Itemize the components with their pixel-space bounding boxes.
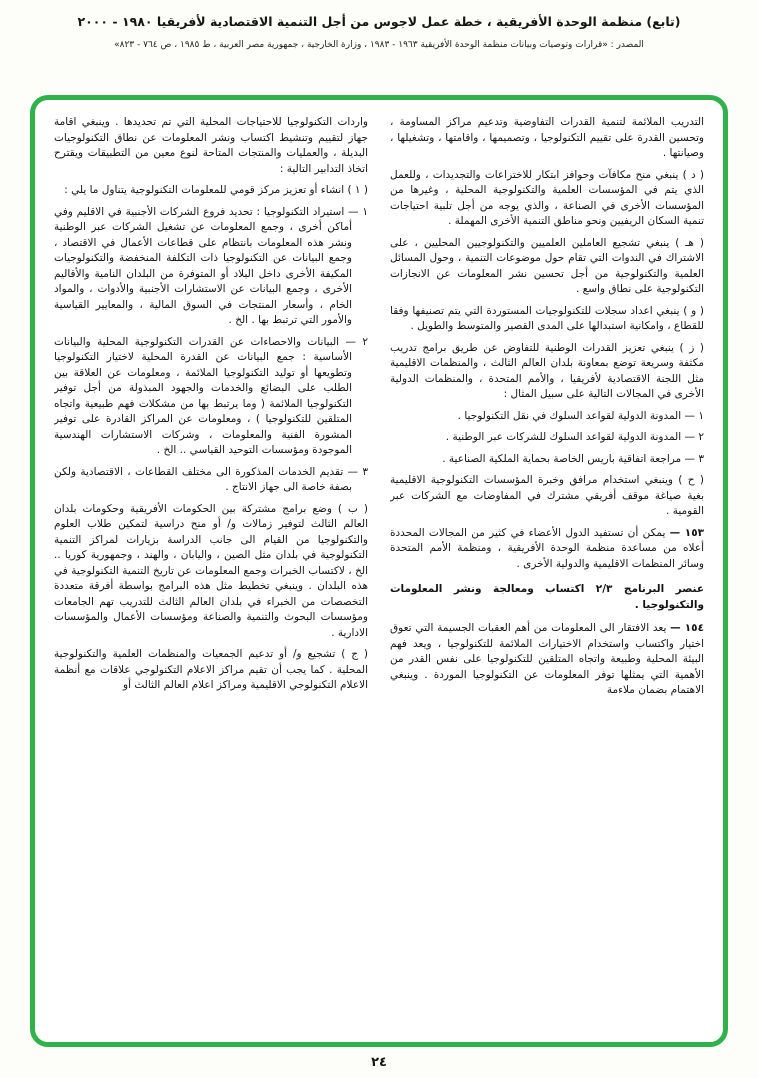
list-item: ٣ — تقديم الخدمات المذكورة الى مختلف القطاعات ، الاقتصادية ولكن بصفة خاصة الى جهاز الانتاج . — [54, 465, 368, 493]
paragraph — [390, 621, 704, 699]
document-source: المصدر : «قرارات وتوصيات وبيانات منظمة الوحدة الأفريقية ١٩٦٣ - ١٩٨٣ ، وزارة الخارجية ، جمهورية مصر العربية ، ط ١٩٨٥ ، ص ٧٦٤ - ٨٢٣» — [114, 40, 644, 50]
list-item: ٢ — البيانات والاحصاءات عن القدرات التكنولوجية المحلية والبيانات الأساسية : جمع البيانات عن القدرة المحلية لاختيار التكنولوجيا وتطويعها أو توليد التكنولوجيا الملائمة ، ومعلومات عن العلاقة بين الطلب على البضائع والخدمات والجهود المبذولة من أجل توفير التكنولوجيا الملائمة ( وما يرتبط بها من مشكلات فهم طبيعية واتجاه المتلقين للتكنولوجيا ) ، ومعلومات عن المراكز القادرة على توفير المشورة الفنية والمعلومات ، وشركات الاستشارات الهندسية الموجودة ومؤسسات التوحيد القياسي .. الخ . — [54, 335, 368, 456]
paragraph: ( ب ) وضع برامج مشتركة بين الحكومات الأفريقية وحكومات بلدان العالم الثالث لتوفير زمالات و/ أو منح دراسية لتمكين طلاب العلوم والتكنولوجيا من القيام الى جانب الدراسة بزيارات لمراكز التنمية التكنولوجية في بلدان مثل الصين ، واليابان ، والهند ، وجمهورية كوريا .. الخ ، لاكتساب الخبرات وجمع المعلومات عن تاريخ التنمية التكنولوجية في هذه البلدان . وينبغي تخطيط مثل هذه البرامج بواسطة أفرقة متعددة التخصصات من الخبراء في بلدان العالم الثالث للتدريب تهم الجامعات ومؤسسات البحوث والتنمية والصناعة ومؤسسات الأعمال والمؤسسات الادارية . — [54, 502, 368, 639]
paragraph-number: ١٥٣ — — [669, 526, 704, 539]
document-title: (تابع) منظمة الوحدة الأفريقية ، خطة عمل لاجوس من أجل التنمية الاقتصادية لأفريقيا ١٩٨٠ - ٢٠٠٠ — [77, 14, 681, 29]
paragraph: واردات التكنولوجيا للاحتياجات المحلية التي تم تحديدها . وينبغي اقامة جهاز لتقييم وتنشيط اكتساب ونشر المعلومات عن نطاق التكنولوجيات البديلة ، والعمليات والمنتجات المتاحة لنوع معين من التطبيقات ويقترح اتخاذ التدابير التالية : — [54, 116, 368, 175]
paragraph: ( ١ ) انشاء أو تعزيز مركز قومي للمعلومات التكنولوجية يتناول ما يلي : — [64, 184, 368, 196]
column-left — [54, 115, 368, 1027]
list-item: ٣ — مراجعة اتفاقية باريس الخاصة بحماية الملكية الصناعية . — [442, 452, 704, 465]
paragraph: ( و ) ينبغي اعداد سجلات للتكنولوجيات المستوردة التي يتم تصنيفها وفقا للقطاع ، وامكانية استبدالها على المدى القصير والمتوسط والطويل . — [390, 304, 704, 332]
column-right — [390, 115, 704, 1027]
paragraph: التدريب الملائمة لتنمية القدرات التفاوضية وتدعيم مراكز المساومة ، وتحسين القدرة على تقييم التكنولوجيا ، وتصميمها ، واقامتها ، وتشغيلها ، وصيانتها . — [390, 116, 704, 159]
content-frame — [30, 95, 728, 1047]
two-column-layout — [54, 115, 704, 1027]
paragraph: ( ز ) ينبغي تعزيز القدرات الوطنية للتفاوض عن طريق برامج تدريب مكثفة وسريعة توضع بمعاونة بلدان العالم الثالث ، والمنظمات الاقليمية مثل اللجنة الاقتصادية لأفريقيا ، والأمم المتحدة ، والمنظمات الدولية الأخرى في المجالات التالية على سبيل المثال : — [390, 341, 704, 400]
page-header — [0, 14, 758, 50]
paragraph — [390, 526, 704, 573]
list-item: ١ — المدونة الدولية لقواعد السلوك في نقل التكنولوجيا . — [457, 409, 704, 422]
paragraph-text: يمكن أن تستفيد الدول الأعضاء في كثير من المجالات المحددة أعلاه من مساعدة منظمة الوحدة الأفريقية ، ومنظمة الأمم المتحدة وسائر المنظمات الاقليمية والدولية الأخرى . — [390, 526, 704, 570]
page-number: ٢٤ — [371, 1055, 387, 1070]
paragraph: ( د ) ينبغي منح مكافآت وحوافز ابتكار للاختراعات والتجديدات ، وللعمل الذي يتم في المؤسسات العلمية والتكنولوجية المحلية ، وغيرها من المؤسسات الأخرى في الصناعة ، والذي يوجه من أجل تلبية احتياجات تنمية السكان الريفيين ونحو مناطق التنمية الأخرى المهملة . — [390, 168, 704, 227]
list-item: ١ — استيراد التكنولوجيا : تحديد فروع الشركات الأجنبية في الاقليم وفي أماكن أخرى ، وجمع المعلومات عن تشغيل الشركات عبر الوطنية ونشر هذه المعلومات بانتظام على قطاعات الأعمال في الاقتصاد ، وجمع البيانات عن التكنولوجيا ذات التكلفة المنخفضة والتكنولوجيات المكيفة الأخرى داخل البلاد أو المتوفرة من البلدان النامية والأقاليم الأخرى ، وجمع البيانات عن الاستشارات الأجنبية والأدوات ، والمواد الخام ، وأسعار المنتجات في السوق المالية ، والمعايير القياسية والأمور التي ترتبط بها . الخ . — [54, 205, 368, 326]
paragraph: ( ح ) وينبغي استخدام مرافق وخبرة المؤسسات التكنولوجية الاقليمية بغية صياغة موقف أفريقي مشترك في المفاوضات مع الشركات عبر القومية . — [390, 474, 704, 517]
paragraph-text: يعد الافتقار الى المعلومات من أهم العقبات الجسيمة التي تعوق اختيار واكتساب واستخدام الاختيارات الملائمة للتكنولوجيا ، ويعد فهم البيئة المحلية وطبيعة واتجاه المتلقين للتكنولوجيا على نفس القدر من الأهمية التي يمثلها توفر المعلومات عن التكنولوجيا الموردة . وينبغي الاهتمام بضمان ملاءمة — [390, 622, 704, 696]
paragraph-number: ١٥٤ — — [670, 622, 704, 634]
program-heading: عنصر البرنامج ٢/٣ اكتساب ومعالجة ونشر المعلومات والتكنولوجيا . — [390, 583, 704, 611]
paragraph: ( ج ) تشجيع و/ أو تدعيم الجمعيات والمنظمات العلمية والتكنولوجية المحلية . كما يجب أن تقيم مراكز الاعلام التكنولوجي علاقات مع أنظمة الاعلام التكنولوجي الاقليمية ومراكز اعلام العالم الثالث أو — [54, 648, 368, 691]
paragraph: ( هـ ) ينبغي تشجيع العاملين العلميين والتكنولوجيين المحليين ، على الاشتراك في الندوات التي تقام حول موضوعات التنمية ، وحول المسائل العلمية والتكنولوجية من أجل تحسين نشر المعلومات عن الانجازات التكنولوجية على نطاق واسع . — [390, 236, 704, 295]
list-item: ٢ — المدونة الدولية لقواعد السلوك للشركات عبر الوطنية . — [445, 431, 704, 443]
